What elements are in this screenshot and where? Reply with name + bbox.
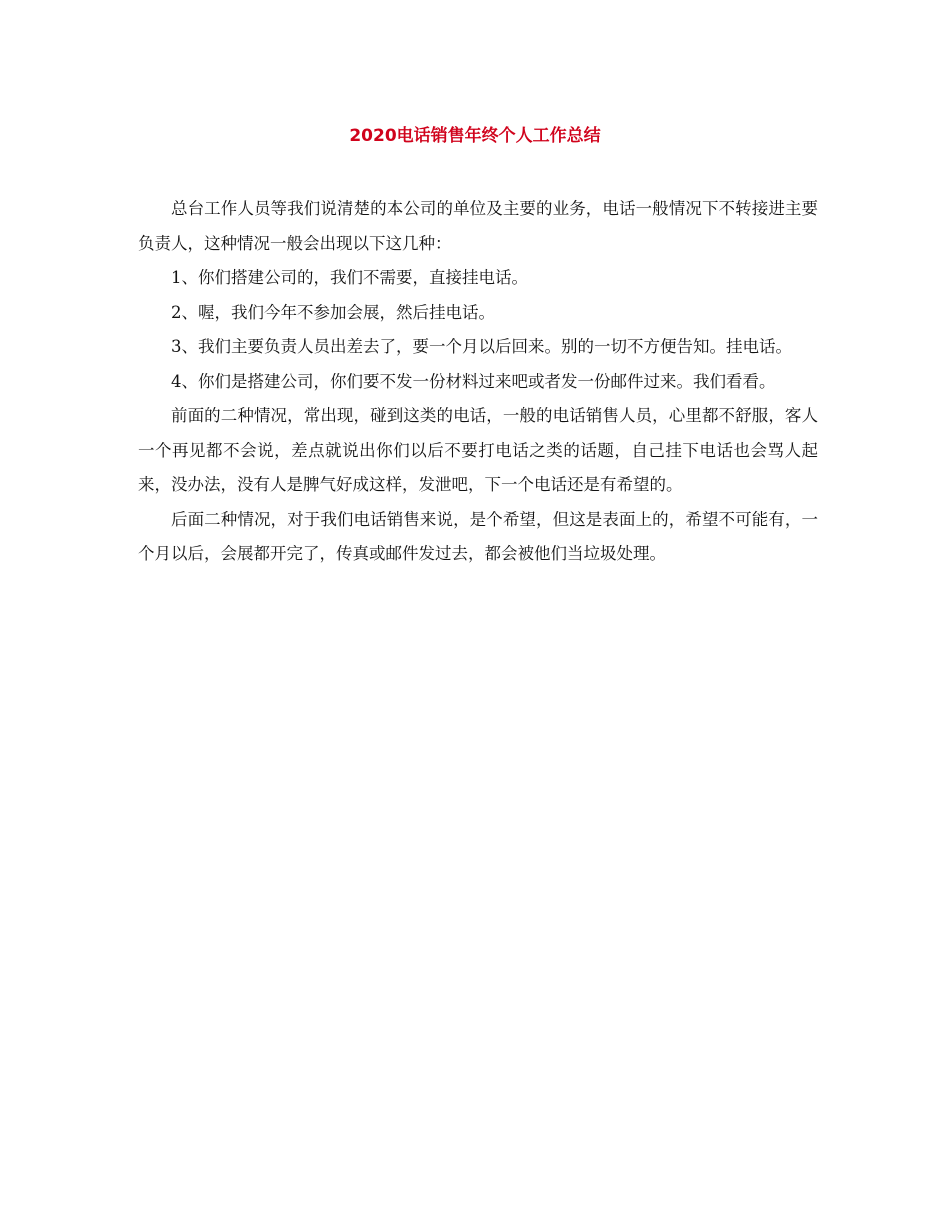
document-title: 2020电话销售年终个人工作总结: [349, 126, 601, 146]
paragraph-analysis-first: 前面的二种情况，常出现，碰到这类的电话，一般的电话销售人员，心里都不舒服，客人一个再见都不会说，差点就说出你们以后不要打电话之类的话题，自己挂下电话也会骂人起来，没办法，没有人是脾气好成这样，发泄吧，下一个电话还是有希望的。: [138, 406, 818, 494]
paragraph-case-4: 4、你们是搭建公司，你们要不发一份材料过来吧或者发一份邮件过来。我们看看。: [171, 371, 776, 391]
paragraph-case-2: 2、喔，我们今年不参加会展，然后挂电话。: [171, 302, 495, 322]
paragraph-case-3: 3、我们主要负责人员出差去了，要一个月以后回来。别的一切不方便告知。挂电话。: [171, 337, 792, 356]
document-body: [138, 192, 818, 572]
paragraph-intro: 总台工作人员等我们说清楚的本公司的单位及主要的业务，电话一般情况下不转接进主要负责人，这种情况一般会出现以下这几种：: [138, 199, 818, 253]
paragraph-case-1: 1、你们搭建公司的，我们不需要，直接挂电话。: [171, 268, 528, 287]
paragraph-analysis-second: 后面二种情况，对于我们电话销售来说，是个希望，但这是表面上的，希望不可能有，一个月以后，会展都开完了，传真或邮件发过去，都会被他们当垃圾处理。: [138, 509, 818, 563]
